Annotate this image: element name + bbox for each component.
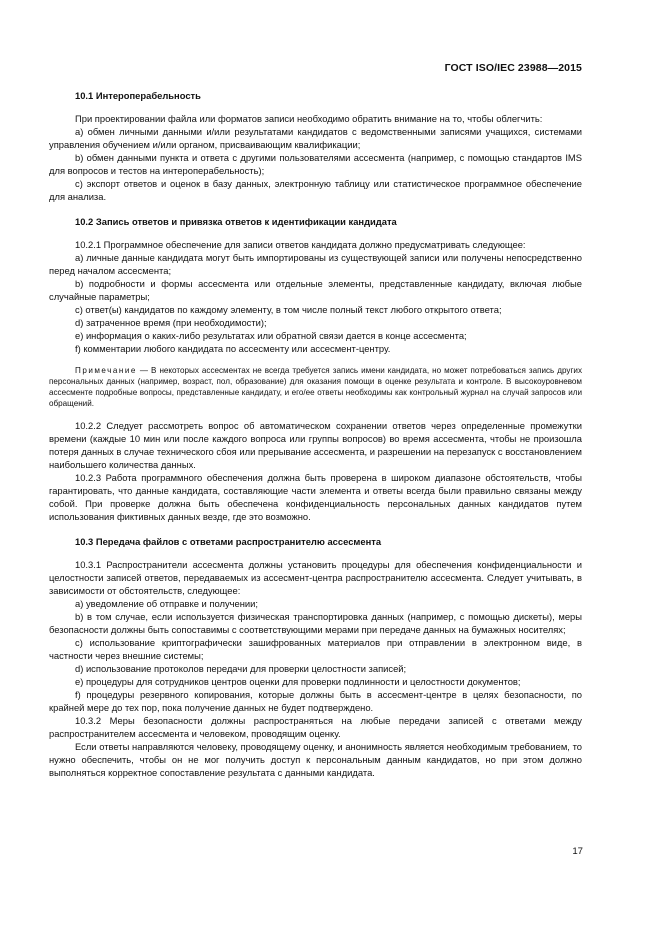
page-number: 17: [572, 846, 583, 857]
paragraph: 10.3.1 Распространители ассесмента должны установить процедуры для обеспечения конфиденциальности и целостности записей ответов, передаваемых из ассесмент-центра распространителю ассесмента. Следует учитывать, в зависимости от обстоятельств, следующее:: [49, 559, 582, 596]
list-item: f) комментарии любого кандидата по ассесменту или ассесмент-центру.: [75, 343, 391, 354]
section-heading-10-3: 10.3 Передача файлов с ответами распространителю ассесмента: [75, 536, 382, 547]
list-item: c) использование криптографически зашифрованных материалов при отправлении в электронном виде, в частности через внешние системы;: [49, 637, 582, 661]
list-item: a) уведомление об отправке и получении;: [75, 598, 258, 609]
list-item: a) обмен личными данными и/или результатами кандидатов с ведомственными записями учащихся, системами управления обучением и/или органом, присваивающим квалификации;: [49, 126, 582, 150]
document-body: [49, 89, 582, 779]
list-item: a) личные данные кандидата могут быть импортированы из существующей записи или получены непосредственно перед началом ассесмента;: [49, 252, 582, 276]
paragraph: 10.2.3 Работа программного обеспечения должна быть проверена в широком диапазоне обстоятельств, чтобы гарантировать, что данные кандидата, составляющие части элемента и ответы всегда были правильно связаны между собой. При проверке должна быть обеспечена конфиденциальность персональных данных кандидатов путем использования фиктивных данных везде, где это возможно.: [49, 472, 582, 522]
list-item: b) подробности и формы ассесмента или отдельные элементы, представленные кандидату, включая любые случайные параметры;: [49, 278, 582, 302]
paragraph: 10.2.2 Следует рассмотреть вопрос об автоматическом сохранении ответов через определенные промежутки времени (каждые 10 мин или после каждого вопроса или группы вопросов) во время ассесмента, чтобы не произошла потеря данных в случае технического сбоя или прерывание ассесмента, и разрешении на перезапуск с восстановлением наибольшего количества данных.: [49, 420, 582, 470]
note: [49, 365, 582, 409]
paragraph: 10.2.1 Программное обеспечение для записи ответов кандидата должно предусматривать следующее:: [75, 239, 526, 250]
list-item: f) процедуры резервного копирования, которые должны быть в ассесмент-центре в целях безопасности, по крайней мере до тех пор, пока получение данных не будет подтверждено.: [49, 689, 582, 713]
paragraph: 10.3.2 Меры безопасности должны распространяться на любые передачи записей с ответами между распространителем ассесмента и человеком, проводящим оценку.: [49, 715, 582, 739]
note-label: Примечание: [75, 366, 137, 375]
list-item: c) экспорт ответов и оценок в базу данных, электронную таблицу или статистическое программное обеспечение для анализа.: [49, 178, 582, 202]
list-item: d) использование протоколов передачи для проверки целостности записей;: [75, 663, 407, 674]
note-text: — В некоторых ассесментах не всегда требуется запись имени кандидата, но может потребоваться запись других персональных данных (например, возраст, пол, образование) для оказания помощи в оценке результата и контроле. В высокоуровневом ассесменте подробные вопросы, представленные кандидату, и его/ее ответы необходимы как контрольный журнал на случай запросов или обращений.: [49, 366, 582, 408]
section-heading-10-1: 10.1 Интероперабельность: [75, 90, 201, 101]
list-item: e) информация о каких-либо результатах или обратной связи дается в конце ассесмента;: [75, 330, 467, 341]
standard-header: ГОСТ ISO/IEC 23988—2015: [444, 62, 582, 74]
paragraph: При проектировании файла или форматов записи необходимо обратить внимание на то, чтобы облегчить:: [75, 113, 543, 124]
list-item: b) обмен данными пункта и ответа с другими пользователями ассесмента (например, с помощью стандартов IMS для вопросов и тестов на интероперабельность);: [49, 152, 582, 176]
list-item: c) ответ(ы) кандидатов по каждому элементу, в том числе полный текст любого открытого ответа;: [75, 304, 502, 315]
list-item: d) затраченное время (при необходимости);: [75, 317, 267, 328]
list-item: b) в том случае, если используется физическая транспортировка данных (например, с помощью дискеты), меры безопасности должны быть сопоставимы с соответствующими мерами при передаче данных на бумажных носителях;: [49, 611, 582, 635]
paragraph: Если ответы направляются человеку, проводящему оценку, и анонимность является необходимым требованием, то нужно обеспечить, чтобы он не мог получить доступ к персональным данным кандидатов, но при этом должно выполняться корректное сопоставление результата с данными кандидата.: [49, 741, 582, 778]
list-item: e) процедуры для сотрудников центров оценки для проверки подлинности и целостности документов;: [75, 676, 521, 687]
section-heading-10-2: 10.2 Запись ответов и привязка ответов к идентификации кандидата: [75, 216, 397, 227]
